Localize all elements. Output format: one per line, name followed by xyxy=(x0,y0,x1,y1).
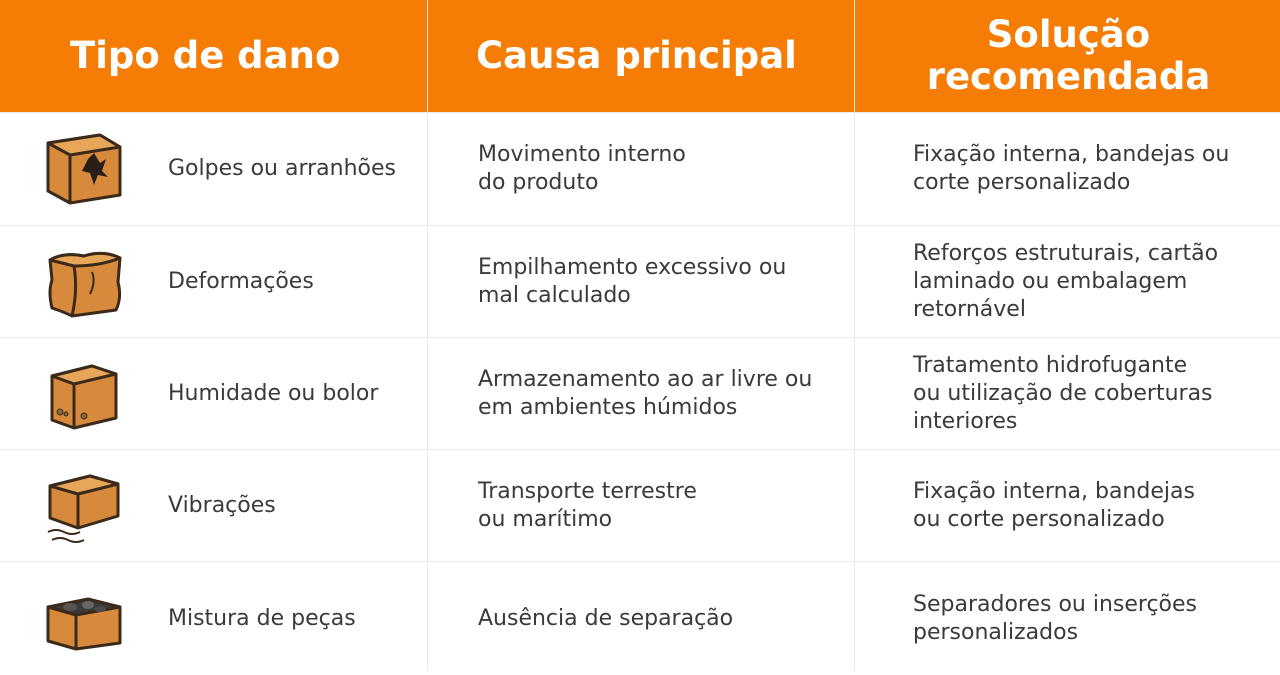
header-recommended-solution: Solução recomendada xyxy=(855,0,1280,112)
table-row-2-type xyxy=(0,226,427,337)
table-row-1-solution: Fixação interna, bandejas ou corte personalizado xyxy=(855,113,1280,225)
cracked-box-icon xyxy=(44,129,124,209)
table-row-1-cause: Movimento interno do produto xyxy=(428,113,854,225)
header-damage-type: Tipo de dano xyxy=(0,0,427,112)
table-row-5-type xyxy=(0,562,427,675)
table-row-4-solution: Fixação interna, bandejas ou corte personalizado xyxy=(855,450,1280,561)
table-row-2-solution: Reforços estruturais, cartão laminado ou embalagem retornável xyxy=(855,226,1280,337)
table-row-4-cause: Transporte terrestre ou marítimo xyxy=(428,450,854,561)
damage-type-label: Vibrações xyxy=(168,492,276,518)
deformed-box-icon xyxy=(44,242,124,322)
table-row-4-type xyxy=(0,450,427,561)
moldy-box-icon xyxy=(44,354,124,434)
damage-type-label: Deformações xyxy=(168,268,314,294)
vibrating-box-icon xyxy=(44,466,124,546)
table-row-2-cause: Empilhamento excessivo ou mal calculado xyxy=(428,226,854,337)
damage-type-label: Humidade ou bolor xyxy=(168,380,379,406)
open-box-parts-icon xyxy=(44,579,124,659)
table-row-1-type xyxy=(0,113,427,225)
damage-type-label: Mistura de peças xyxy=(168,605,356,631)
header-main-cause: Causa principal xyxy=(428,0,854,112)
table-row-5-solution: Separadores ou inserções personalizados xyxy=(855,562,1280,675)
damage-type-label: Golpes ou arranhões xyxy=(168,156,396,181)
table-row-3-type xyxy=(0,338,427,449)
table-row-3-solution: Tratamento hidrofugante ou utilização de coberturas interiores xyxy=(855,338,1280,449)
table-row-3-cause: Armazenamento ao ar livre ou em ambientes húmidos xyxy=(428,338,854,449)
table-row-5-cause: Ausência de separação xyxy=(428,562,854,675)
